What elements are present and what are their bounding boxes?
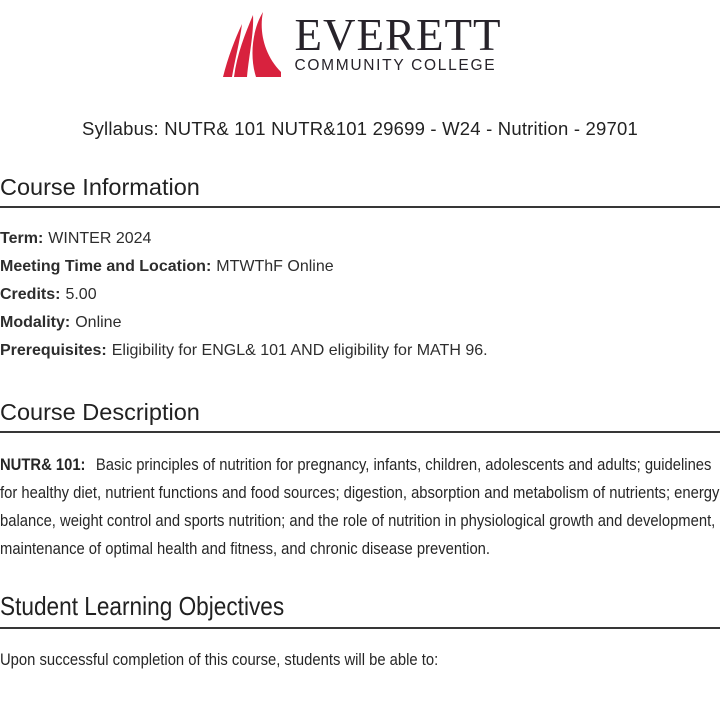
field-label: Meeting Time and Location: bbox=[0, 258, 212, 275]
field-value: Online bbox=[75, 314, 122, 331]
page-title: Syllabus: NUTR& 101 NUTR&101 29699 - W24 - Nutrition - 29701 bbox=[82, 118, 638, 139]
field-term bbox=[0, 225, 720, 253]
course-description-body: Basic principles of nutrition for pregnancy, infants, children, adolescents and adults; guidelines for healthy diet, nutrient functions and food sources; digestion, absorption and metabolism of nutrients; energy balance, weight control and sports nutrition; and the role of nutrition in physiological growth and development, maintenance of optimal health and fitness, and chronic disease prevention. bbox=[0, 455, 720, 558]
field-label: Modality: bbox=[0, 314, 71, 331]
college-subtitle: COMMUNITY COLLEGE bbox=[294, 56, 497, 74]
section-student-learning-objectives bbox=[0, 591, 720, 672]
field-modality bbox=[0, 309, 720, 337]
college-logo bbox=[0, 0, 720, 78]
field-prerequisites bbox=[0, 337, 720, 365]
section-course-description bbox=[0, 398, 720, 563]
course-description-text bbox=[0, 451, 720, 563]
section-course-information bbox=[0, 173, 720, 365]
field-value: 5.00 bbox=[65, 286, 97, 303]
field-value: MTWThF Online bbox=[216, 258, 334, 275]
field-meeting-time bbox=[0, 253, 720, 281]
course-information-fields bbox=[0, 225, 720, 365]
section-divider bbox=[0, 206, 720, 208]
course-code-label: NUTR& 101: bbox=[0, 455, 86, 474]
section-divider bbox=[0, 627, 720, 629]
section-divider bbox=[0, 431, 720, 433]
field-value: WINTER 2024 bbox=[48, 230, 152, 247]
field-label: Term: bbox=[0, 230, 44, 247]
college-name: EVERETT bbox=[294, 9, 502, 60]
mountain-swoosh-icon bbox=[219, 11, 281, 77]
field-value: Eligibility for ENGL& 101 AND eligibility for MATH 96. bbox=[111, 342, 488, 359]
field-credits bbox=[0, 281, 720, 309]
course-description-heading: Course Description bbox=[0, 399, 200, 425]
course-information-heading: Course Information bbox=[0, 174, 200, 200]
field-label: Prerequisites: bbox=[0, 342, 107, 359]
student-learning-objectives-heading: Student Learning Objectives bbox=[0, 591, 285, 621]
field-label: Credits: bbox=[0, 286, 61, 303]
college-wordmark bbox=[294, 9, 502, 74]
objectives-intro-text: Upon successful completion of this course, students will be able to: bbox=[0, 650, 439, 669]
